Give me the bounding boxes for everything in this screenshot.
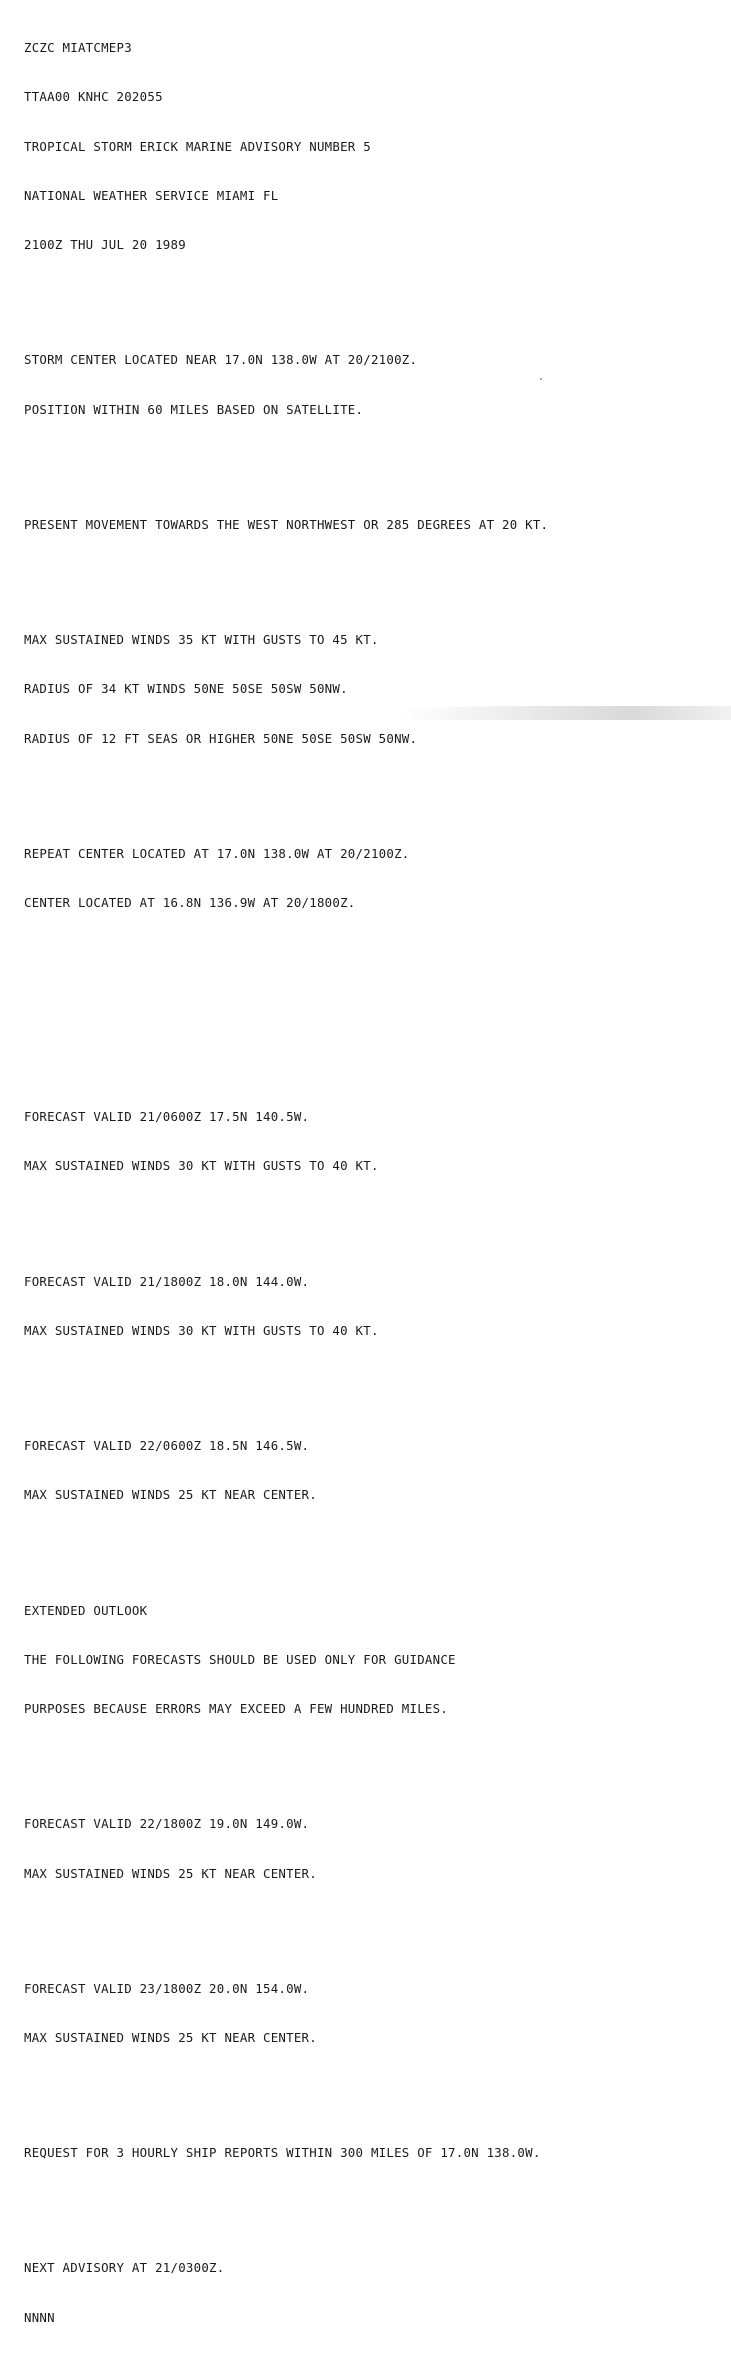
movement-line: PRESENT MOVEMENT TOWARDS THE WEST NORTHWEST OR 285 DEGREES AT 20 KT.	[24, 516, 549, 532]
blank-line	[24, 1208, 724, 1224]
blank-line	[24, 566, 724, 582]
issue-time: 2100Z THU JUL 20 1989	[24, 237, 186, 253]
ship-report-request: REQUEST FOR 3 HOURLY SHIP REPORTS WITHIN 300 MILES OF 17.0N 138.0W.	[24, 2145, 541, 2161]
storm-center-line: STORM CENTER LOCATED NEAR 17.0N 138.0W AT 20/2100Z.	[24, 352, 418, 368]
forecast-valid-line: FORECAST VALID 22/0600Z 18.5N 146.5W.	[24, 1438, 310, 1454]
outlook-text: PURPOSES BECAUSE ERRORS MAY EXCEED A FEW HUNDRED MILES.	[24, 1701, 449, 1717]
outlook-text: THE FOLLOWING FORECASTS SHOULD BE USED ONLY FOR GUIDANCE	[24, 1651, 456, 1667]
header-line: ZCZC MIATCMEP3	[24, 39, 132, 55]
forecast-valid-line: FORECAST VALID 21/1800Z 18.0N 144.0W.	[24, 1273, 310, 1289]
outlook-heading: EXTENDED OUTLOOK	[24, 1602, 148, 1618]
header-line: TTAA00 KNHC 202055	[24, 89, 163, 105]
forecast-valid-line: FORECAST VALID 22/1800Z 19.0N 149.0W.	[24, 1816, 310, 1832]
repeat-center-line: REPEAT CENTER LOCATED AT 17.0N 138.0W AT 20/2100Z.	[24, 845, 410, 861]
blank-line	[24, 1537, 724, 1553]
blank-line	[24, 994, 724, 1010]
blank-line	[24, 780, 724, 796]
blank-line	[24, 2195, 724, 2211]
forecast-valid-line: FORECAST VALID 23/1800Z 20.0N 154.0W.	[24, 1980, 310, 1996]
max-winds-line: MAX SUSTAINED WINDS 35 KT WITH GUSTS TO 45 KT.	[24, 632, 379, 648]
forecast-winds-line: MAX SUSTAINED WINDS 25 KT NEAR CENTER.	[24, 1487, 317, 1503]
blank-line	[24, 1372, 724, 1388]
blank-line	[24, 1751, 724, 1767]
previous-center-line: CENTER LOCATED AT 16.8N 136.9W AT 20/1800Z.	[24, 895, 356, 911]
next-advisory-line: NEXT ADVISORY AT 21/0300Z.	[24, 2260, 225, 2276]
paper-speck	[540, 378, 542, 380]
blank-line	[24, 1915, 724, 1931]
forecast-winds-line: MAX SUSTAINED WINDS 30 KT WITH GUSTS TO 40 KT.	[24, 1158, 379, 1174]
blank-line	[24, 287, 724, 303]
forecast-valid-line: FORECAST VALID 21/0600Z 17.5N 140.5W.	[24, 1109, 310, 1125]
forecast-winds-line: MAX SUSTAINED WINDS 30 KT WITH GUSTS TO 40 KT.	[24, 1322, 379, 1338]
advisory-title: TROPICAL STORM ERICK MARINE ADVISORY NUMBER 5	[24, 138, 371, 154]
blank-line	[24, 451, 724, 467]
wind-radius-line: RADIUS OF 34 KT WINDS 50NE 50SE 50SW 50NW.	[24, 681, 348, 697]
seas-radius-line: RADIUS OF 12 FT SEAS OR HIGHER 50NE 50SE 50SW 50NW.	[24, 730, 418, 746]
blank-line	[24, 1043, 724, 1059]
forecast-winds-line: MAX SUSTAINED WINDS 25 KT NEAR CENTER.	[24, 2030, 317, 2046]
forecast-winds-line: MAX SUSTAINED WINDS 25 KT NEAR CENTER.	[24, 1865, 317, 1881]
blank-line	[24, 2080, 724, 2096]
scan-smudge	[400, 706, 731, 720]
end-marker: NNNN	[24, 2309, 55, 2325]
issuing-office: NATIONAL WEATHER SERVICE MIAMI FL	[24, 187, 279, 203]
position-accuracy-line: POSITION WITHIN 60 MILES BASED ON SATELLITE.	[24, 401, 364, 417]
blank-line	[24, 945, 724, 961]
advisory-text	[24, 7, 724, 2359]
